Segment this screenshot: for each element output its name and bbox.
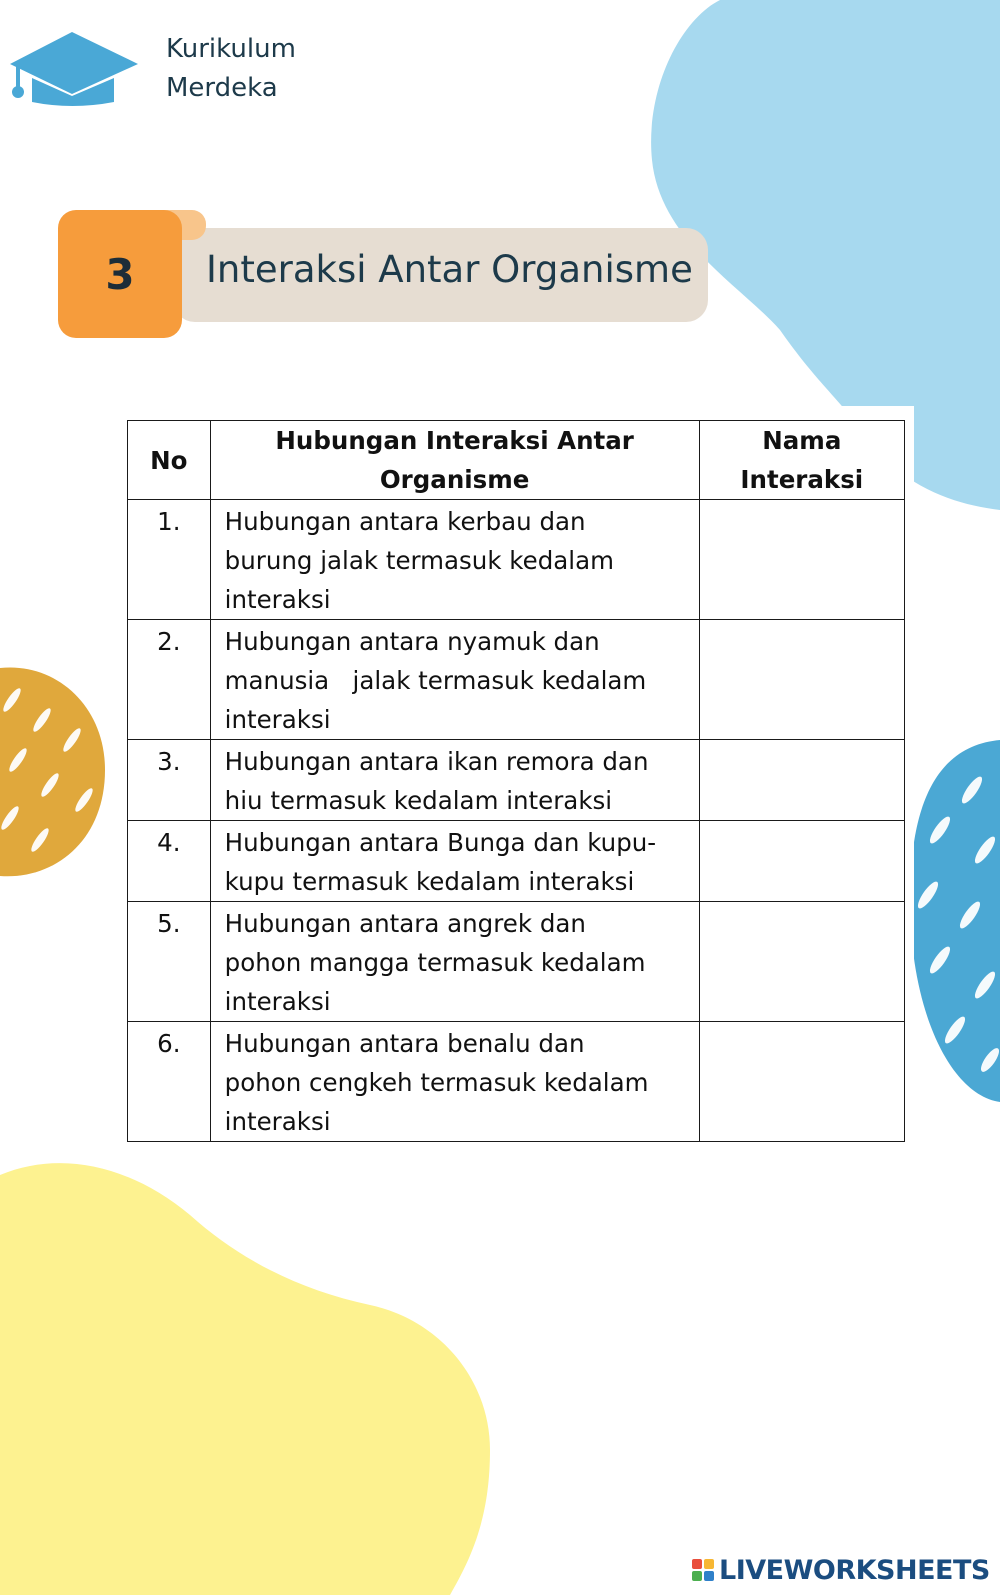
table-row	[128, 1022, 905, 1142]
answer-cell[interactable]	[699, 500, 904, 620]
description-line: interaksi	[224, 585, 331, 614]
description-line: pohon mangga termasuk kedalam	[224, 948, 646, 977]
header-interaction-name: Nama Interaksi	[699, 421, 904, 500]
table-row	[128, 500, 905, 620]
answer-cell[interactable]	[699, 821, 904, 902]
description-line: Hubungan antara benalu dan	[224, 1029, 585, 1058]
row-number: 6.	[128, 1022, 211, 1142]
answer-cell[interactable]	[699, 902, 904, 1022]
brand-name	[166, 30, 296, 108]
answer-cell[interactable]	[699, 740, 904, 821]
row-description	[210, 740, 699, 821]
description-line: Hubungan antara kerbau dan	[224, 507, 586, 536]
row-description	[210, 620, 699, 740]
row-number: 4.	[128, 821, 211, 902]
description-line: Hubungan antara Bunga dan kupu-	[224, 828, 657, 857]
row-number: 1.	[128, 500, 211, 620]
watermark-text: LIVEWORKSHEETS	[719, 1554, 990, 1586]
yellow-blob	[0, 1163, 490, 1595]
worksheet-table-container	[127, 420, 907, 1142]
description-line: kupu termasuk kedalam interaksi	[224, 867, 635, 896]
answer-cell[interactable]	[699, 1022, 904, 1142]
orange-rain-circle	[0, 667, 105, 876]
row-description	[210, 1022, 699, 1142]
row-number: 3.	[128, 740, 211, 821]
description-line: Hubungan antara angrek dan	[224, 909, 586, 938]
description-line: hiu termasuk kedalam interaksi	[224, 786, 613, 815]
table-header-row	[128, 421, 905, 500]
liveworksheets-logo-icon	[692, 1559, 714, 1581]
row-number: 5.	[128, 902, 211, 1022]
brand-line-2: Merdeka	[166, 73, 278, 103]
description-line: Hubungan antara nyamuk dan	[224, 627, 600, 656]
blue-rain-circle	[910, 740, 1000, 1102]
section-title: Interaksi Antar Organisme	[206, 248, 693, 291]
row-description	[210, 821, 699, 902]
answer-cell[interactable]	[699, 620, 904, 740]
table-row	[128, 740, 905, 821]
description-line: interaksi	[224, 987, 331, 1016]
graduation-cap-icon	[10, 28, 140, 108]
description-line: burung jalak termasuk kedalam	[224, 546, 614, 575]
brand-header	[10, 28, 330, 118]
table-row	[128, 821, 905, 902]
description-line: interaksi	[224, 705, 331, 734]
brand-line-1: Kurikulum	[166, 34, 296, 64]
worksheet-table	[127, 420, 905, 1142]
description-line: pohon cengkeh termasuk kedalam	[224, 1068, 649, 1097]
header-description: Hubungan Interaksi Antar Organisme	[210, 421, 699, 500]
header-no: No	[128, 421, 211, 500]
section-heading	[58, 210, 710, 340]
row-number: 2.	[128, 620, 211, 740]
table-row	[128, 902, 905, 1022]
description-line: Hubungan antara ikan remora dan	[224, 747, 649, 776]
section-number: 3	[58, 210, 182, 338]
row-description	[210, 500, 699, 620]
row-description	[210, 902, 699, 1022]
description-line: interaksi	[224, 1107, 331, 1136]
table-row	[128, 620, 905, 740]
description-line: manusia jalak termasuk kedalam	[224, 666, 647, 695]
liveworksheets-watermark[interactable]	[692, 1552, 990, 1588]
